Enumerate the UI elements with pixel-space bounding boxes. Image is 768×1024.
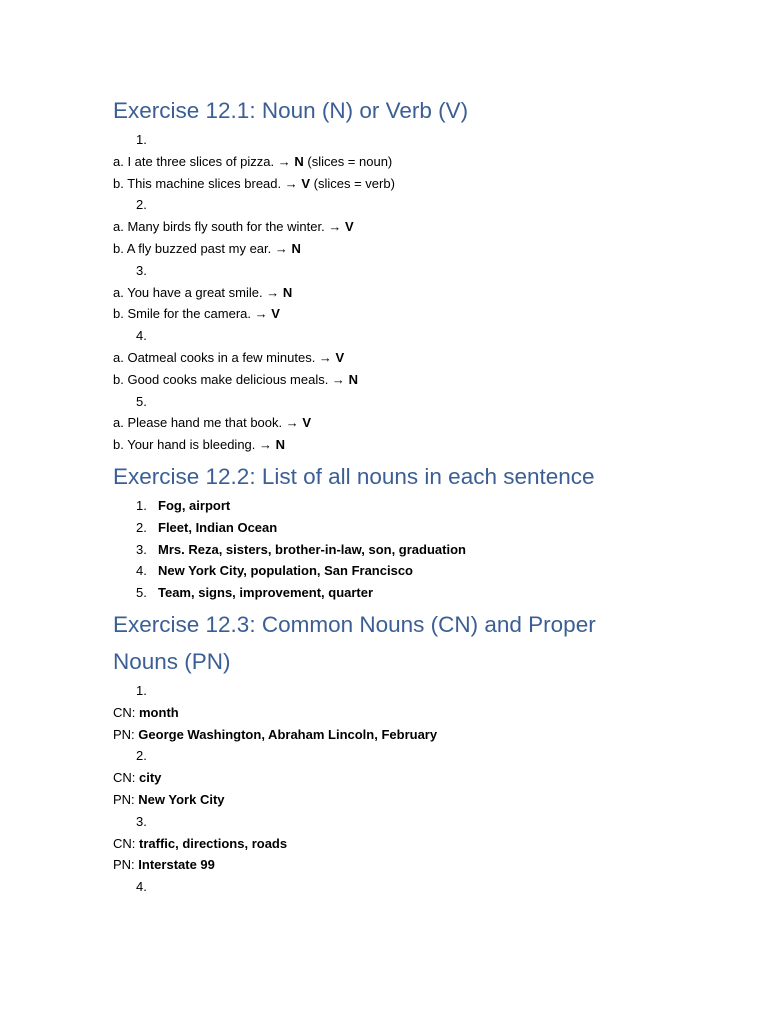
- common-nouns-line: [113, 767, 733, 789]
- ex3-item-number: 4.: [136, 879, 147, 895]
- pn-label: PN:: [113, 726, 139, 742]
- exercise-12-2: [113, 458, 733, 604]
- noun-list: Fleet, Indian Ocean: [158, 519, 278, 535]
- sentence-text: a. Many birds fly south for the winter. →: [113, 219, 345, 235]
- answer: V: [301, 175, 311, 191]
- sentence-text: a. You have a great smile. →: [113, 284, 283, 300]
- proper-nouns-line: [113, 724, 733, 746]
- ex3-item-number: 1.: [136, 682, 147, 698]
- ex1-sentence-b: [113, 369, 733, 391]
- ex1-sentence-b: [113, 303, 733, 325]
- ex1-item-number: 5.: [136, 393, 147, 409]
- noun-list: Fog, airport: [158, 497, 231, 513]
- pn-label: PN:: [113, 857, 139, 873]
- answer: N: [282, 284, 293, 300]
- ex3-item-1: [113, 680, 733, 745]
- cn-label: CN:: [113, 835, 139, 851]
- ex3-item-number: 3.: [136, 813, 147, 829]
- sentence-text: b. Your hand is bleeding. →: [113, 437, 276, 453]
- answer: N: [275, 437, 286, 453]
- ex1-item-3: [113, 260, 733, 325]
- ex1-item-5: [113, 391, 733, 456]
- common-nouns: traffic, directions, roads: [139, 835, 288, 851]
- list-number: 4.: [136, 563, 147, 579]
- answer: N: [291, 240, 301, 256]
- list-number: 3.: [136, 541, 147, 557]
- proper-nouns: George Washington, Abraham Lincoln, February: [138, 726, 438, 742]
- ex1-sentence-a: [113, 282, 733, 304]
- ex1-sentence-b: [113, 434, 733, 456]
- noun-list: Team, signs, improvement, quarter: [158, 585, 374, 601]
- answer-note: (slices = verb): [310, 175, 395, 191]
- ex1-sentence-a: [113, 151, 733, 173]
- proper-nouns-line: [113, 789, 733, 811]
- list-item: [113, 539, 733, 561]
- ex3-item-2: [113, 745, 733, 810]
- list-number: 5.: [136, 585, 147, 601]
- exercise-12-1: [113, 92, 733, 456]
- cn-label: CN:: [113, 704, 139, 720]
- answer: N: [348, 371, 358, 387]
- ex1-sentence-b: [113, 173, 733, 195]
- answer: N: [294, 153, 304, 169]
- ex1-sentence-a: [113, 216, 733, 238]
- ex3-item-number: 2.: [136, 748, 147, 764]
- sentence-text: b. Smile for the camera. →: [113, 306, 272, 322]
- ex1-sentence-b: [113, 238, 733, 260]
- sentence-text: a. Oatmeal cooks in a few minutes. →: [113, 349, 336, 365]
- sentence-text: b. This machine slices bread. →: [113, 175, 302, 191]
- proper-nouns-line: [113, 854, 733, 876]
- list-item: [113, 517, 733, 539]
- exercise-12-1-title: Exercise 12.1: Noun (N) or Verb (V): [113, 98, 469, 123]
- answer: V: [344, 219, 354, 235]
- list-number: 1.: [136, 497, 147, 513]
- answer: V: [302, 415, 312, 431]
- ex1-item-2: [113, 194, 733, 259]
- noun-list: Mrs. Reza, sisters, brother-in-law, son, graduation: [158, 541, 466, 557]
- common-nouns: month: [139, 704, 179, 720]
- exercise-12-3-title: [113, 606, 733, 680]
- list-item: [113, 495, 733, 517]
- ex3-item-3: [113, 811, 733, 876]
- ex1-item-1: [113, 129, 733, 194]
- common-nouns-line: [113, 702, 733, 724]
- list-number: 2.: [136, 519, 147, 535]
- ex1-sentence-a: [113, 347, 733, 369]
- answer: V: [335, 349, 345, 365]
- exercise-12-3: [113, 606, 733, 898]
- sentence-text: b. Good cooks make delicious meals. →: [113, 371, 349, 387]
- pn-label: PN:: [113, 791, 139, 807]
- sentence-text: a. I ate three slices of pizza. →: [113, 153, 295, 169]
- ex1-sentence-a: [113, 412, 733, 434]
- proper-nouns: New York City: [138, 791, 225, 807]
- sentence-text: a. Please hand me that book. →: [113, 415, 303, 431]
- ex1-item-number: 3.: [136, 262, 147, 278]
- common-nouns: city: [139, 770, 162, 786]
- document-page: [113, 92, 733, 898]
- answer: V: [271, 306, 280, 322]
- common-nouns-line: [113, 833, 733, 855]
- answer-note: (slices = noun): [303, 153, 393, 169]
- cn-label: CN:: [113, 770, 139, 786]
- ex1-item-number: 1.: [136, 132, 147, 147]
- title-line-2: Nouns (PN): [113, 648, 231, 674]
- list-item: [113, 560, 733, 582]
- ex1-item-number: 4.: [136, 328, 147, 344]
- proper-nouns: Interstate 99: [138, 857, 215, 873]
- noun-list: New York City, population, San Francisco: [158, 563, 413, 579]
- exercise-12-2-title: Exercise 12.2: List of all nouns in each sentence: [113, 463, 595, 489]
- ex1-item-4: [113, 325, 733, 390]
- ex1-item-number: 2.: [136, 197, 147, 213]
- list-item: [113, 582, 733, 604]
- title-line-1: Exercise 12.3: Common Nouns (CN) and Proper: [113, 611, 596, 637]
- sentence-text: b. A fly buzzed past my ear. →: [113, 240, 292, 256]
